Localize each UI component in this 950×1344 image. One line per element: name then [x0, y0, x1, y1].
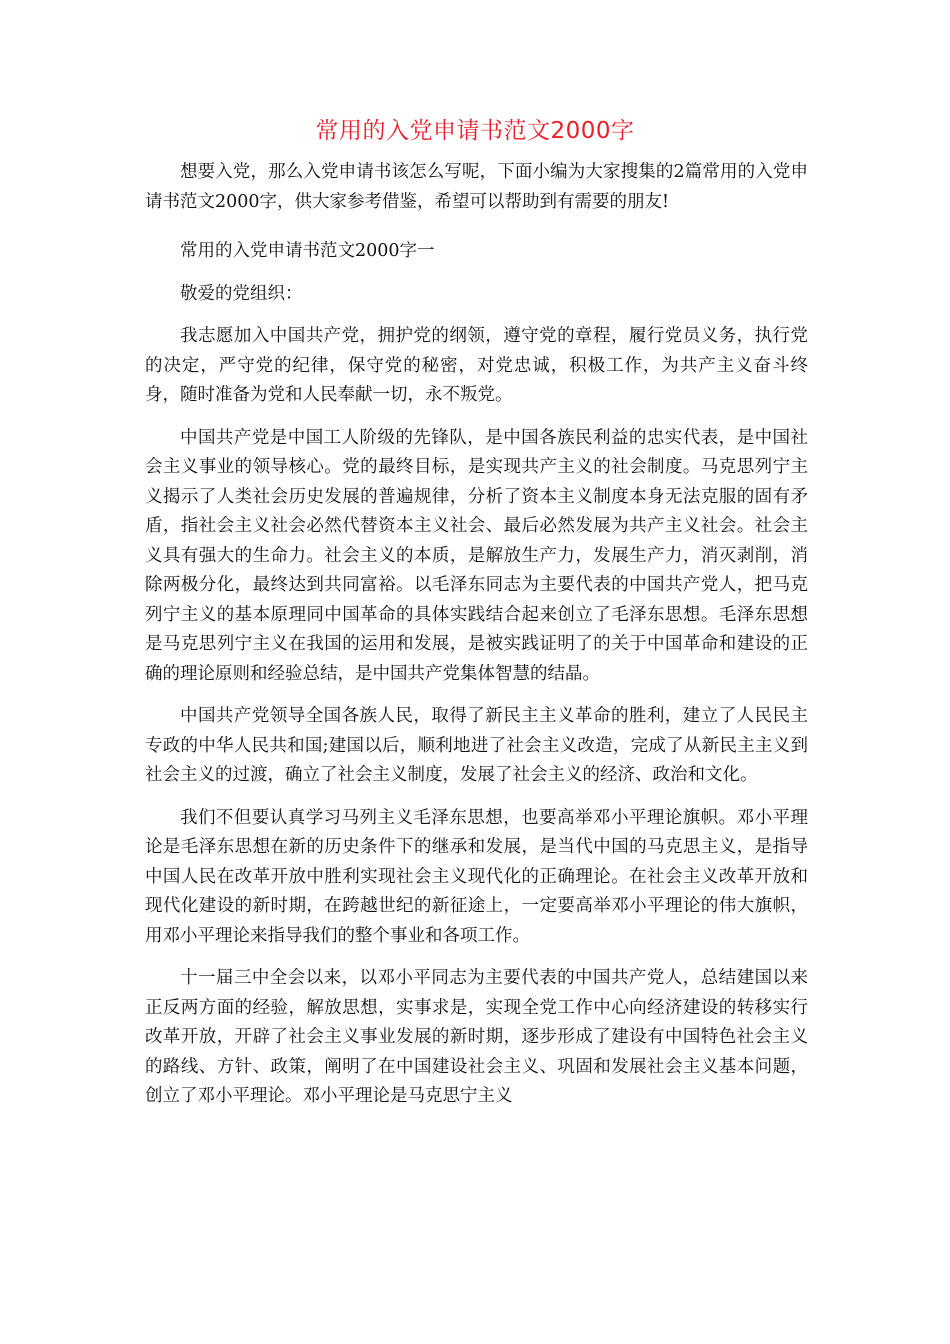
body-paragraph: 我们不但要认真学习马列主义毛泽东思想，也要高举邓小平理论旗帜。邓小平理论是毛泽东思想在新的历史条件下的继承和发展，是当代中国的马克思主义，是指导中国人民在改革开放中胜利实现社会主义现代化的正确理论。在社会主义改革开放和现代化建设的新时期，在跨越世纪的新征途上，一定要高举邓小平理论的伟大旗帜，用邓小平理论来指导我们的整个事业和各项工作。: [145, 807, 808, 946]
body-paragraph: 我志愿加入中国共产党，拥护党的纲领，遵守党的章程，履行党员义务，执行党的决定，严守党的纪律，保守党的秘密，对党忠诚，积极工作，为共产主义奋斗终身，随时准备为党和人民奉献一切，永不叛党。: [145, 326, 808, 405]
salutation: 敬爱的党组织：: [180, 283, 303, 304]
document-body: [145, 158, 808, 1125]
body-paragraph: 十一届三中全会以来，以邓小平同志为主要代表的中国共产党人，总结建国以来正反两方面的经验，解放思想，实事求是，实现全党工作中心向经济建设的转移实行改革开放，开辟了社会主义事业发展的新时期，逐步形成了建设有中国特色社会主义的路线、方针、政策，阐明了在中国建设社会主义、巩固和发展社会主义基本问题，创立了邓小平理论。邓小平理论是马克思宁主义: [145, 968, 808, 1106]
intro-paragraph: 想要入党，那么入党申请书该怎么写呢，下面小编为大家搜集的2篇常用的入党申请书范文2000字，供大家参考借鉴，希望可以帮助到有需要的朋友!: [145, 162, 808, 212]
body-paragraph: 中国共产党是中国工人阶级的先锋队，是中国各族民利益的忠实代表，是中国社会主义事业的领导核心。党的最终目标，是实现共产主义的社会制度。马克思列宁主义揭示了人类社会历史发展的普遍规律，分析了资本主义制度本身无法克服的固有矛盾，指社会主义社会必然代替资本主义社会、最后必然发展为共产主义社会。社会主义具有强大的生命力。社会主义的本质，是解放生产力，发展生产力，消灭剥削，消除两极分化，最终达到共同富裕。以毛泽东同志为主要代表的中国共产党人，把马克列宁主义的基本原理同中国革命的具体实践结合起来创立了毛泽东思想。毛泽东思想是马克思列宁主义在我国的运用和发展，是被实践证明了的关于中国革命和建设的正确的理论原则和经验总结，是中国共产党集体智慧的结晶。: [145, 427, 808, 684]
document-title: 常用的入党申请书范文2000字: [315, 118, 635, 144]
section-heading: 常用的入党申请书范文2000字一: [180, 241, 435, 261]
body-paragraph: 中国共产党领导全国各族人民，取得了新民主主义革命的胜利，建立了人民民主专政的中华人民共和国;建国以后，顺利地进了社会主义改造，完成了从新民主主义到社会主义的过渡，确立了社会主义制度，发展了社会主义的经济、政治和文化。: [145, 706, 808, 785]
